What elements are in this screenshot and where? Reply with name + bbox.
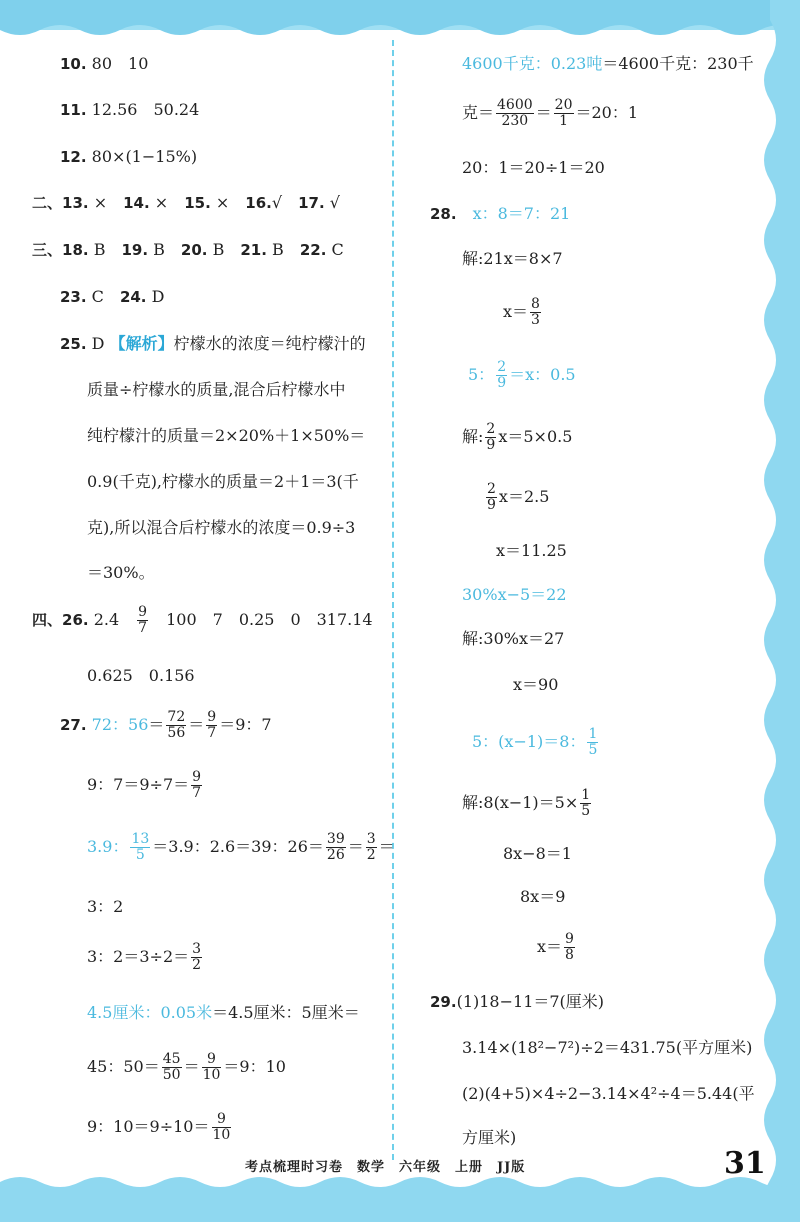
eq4: 5：(x−1)＝8： $\frac{1}{5}$ (472, 726, 598, 758)
answer-10: 10. 80 10 (60, 54, 149, 73)
eq3: 30%x−5＝22 (462, 585, 567, 604)
answers-23-24: 23. C 24. D (60, 287, 165, 306)
eq4-step2: 8x−8＝1 (503, 844, 572, 863)
answer-29-line3: (2)(4+5)×4÷2−3.14×4²÷4＝5.44(平 (462, 1084, 755, 1103)
answer-25-line5: 克),所以混合后柠檬水的浓度＝0.9÷3 (87, 518, 356, 537)
answer-27-line4: 3：2 (87, 897, 124, 916)
answer-27-line2: 9：7＝9÷7＝ $\frac{9}{7}$ (87, 769, 202, 801)
section-3-answers: 三、18. B 19. B 20. B 21. B 22. C (32, 240, 344, 259)
answer-11: 11. 12.56 50.24 (60, 100, 200, 119)
answer-29: 29.(1)18−11＝7(厘米) (430, 992, 605, 1011)
eq2-step3: x＝11.25 (496, 541, 567, 560)
eq2-step1: 解: $\frac{2}{9}$ x＝5×0.5 (462, 421, 573, 453)
answer-27: 27. 72：56＝ $\frac{72}{56}$ ＝ $\frac{9}{7}$ ＝9：7 (60, 709, 272, 741)
answer-27-cont-line1: 4600千克：0.23吨＝4600千克：230千 (462, 54, 754, 73)
eq3-step2: x＝90 (513, 675, 559, 694)
answer-27-line8: 9：10＝9÷10＝ $\frac{9}{10}$ (87, 1111, 231, 1143)
answer-25-line2: 质量÷柠檬水的质量,混合后柠檬水中 (87, 380, 346, 399)
answer-28: 28. x：8＝7：21 (430, 204, 571, 223)
answer-26-line2: 0.625 0.156 (87, 666, 195, 685)
right-wave-band (752, 0, 800, 1222)
section-2-answers: 二、13. × 14. × 15. × 16.√ 17. √ (32, 193, 340, 212)
eq4-step1: 解:8(x−1)＝5× $\frac{1}{5}$ (462, 787, 591, 819)
eq4-step3: 8x＝9 (520, 887, 566, 906)
column-divider (392, 40, 394, 1160)
answer-27-line3: 3.9： $\frac{13}{5}$ ＝3.9：2.6＝39：26＝ $\frac{39}{26}$ ＝ $\frac{3}{2}$ ＝ (87, 831, 395, 863)
page-number: 31 (724, 1146, 766, 1181)
answer-27-cont-line2: 克＝ $\frac{4600}{230}$ ＝ $\frac{20}{1}$ ＝20：1 (462, 97, 639, 129)
answer-25: 25. D 【解析】柠檬水的浓度＝纯柠檬汁的 (60, 334, 366, 353)
answer-25-line3: 纯柠檬汁的质量＝2×20%＋1×50%＝ (87, 426, 366, 445)
top-wave-band (0, 0, 800, 40)
answer-25-line6: ＝30%。 (87, 563, 155, 582)
answer-29-line4: 方厘米) (462, 1128, 517, 1147)
answer-27-line7: 45：50＝ $\frac{45}{50}$ ＝ $\frac{9}{10}$ ＝9：10 (87, 1051, 286, 1083)
eq2-step2: $\frac{2}{9}$ x＝2.5 (487, 481, 550, 513)
eq4-step4: x＝ $\frac{9}{8}$ (537, 931, 574, 963)
answer-12: 12. 80×(1−15%) (60, 147, 198, 166)
answer-27-line5: 3：2＝3÷2＝ $\frac{3}{2}$ (87, 941, 202, 973)
answer-25-line4: 0.9(千克),柠檬水的质量＝2＋1＝3(千 (87, 472, 359, 491)
eq1-step1: 解:21x＝8×7 (462, 249, 563, 268)
eq3-step1: 解:30%x＝27 (462, 629, 565, 648)
footer-book-title: 考点梳理时习卷 数学 六年级 上册 JJ版 (245, 1160, 526, 1175)
answer-27-line6: 4.5厘米：0.05米＝4.5厘米：5厘米＝ (87, 1003, 360, 1022)
answer-29-line2: 3.14×(18²−7²)÷2＝431.75(平方厘米) (462, 1038, 753, 1057)
eq2: 5： $\frac{2}{9}$ ＝x：0.5 (468, 359, 576, 391)
answer-27-cont-line3: 20：1＝20÷1＝20 (462, 158, 605, 177)
answer-26: 四、26. 2.4 $\frac{9}{7}$ 100 7 0.25 0 317.14 (32, 604, 373, 636)
eq1-step2: x＝ $\frac{8}{3}$ (503, 296, 540, 328)
